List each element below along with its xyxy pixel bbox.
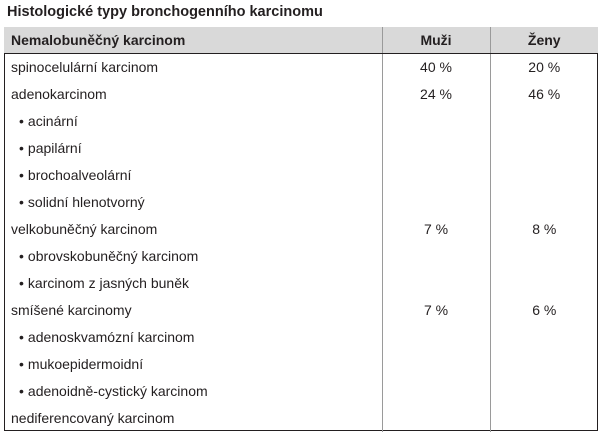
- row-name: velkobuněčný karcinom: [4, 216, 382, 243]
- row-men: [382, 108, 490, 135]
- table-row: [4, 81, 598, 108]
- table-row: [4, 243, 598, 270]
- row-men: [382, 270, 490, 297]
- row-men: [382, 243, 490, 270]
- row-men: [382, 135, 490, 162]
- row-name: solidní hlenotvorný: [27, 194, 145, 210]
- row-women: [490, 378, 598, 405]
- row-subtype: [4, 243, 382, 270]
- row-women: [490, 135, 598, 162]
- row-name: brochoalveolární: [27, 167, 132, 183]
- row-men: 7 %: [382, 297, 490, 324]
- table-row: [4, 270, 598, 297]
- bullet-marker: •: [19, 167, 24, 183]
- table-row: [4, 351, 598, 378]
- table-row: [4, 135, 598, 162]
- row-name: nediferencovaný karcinom: [4, 405, 382, 432]
- row-women: [490, 108, 598, 135]
- table-row: [4, 324, 598, 351]
- table-row: [4, 297, 598, 324]
- table-body: [4, 54, 598, 433]
- table-row: [4, 108, 598, 135]
- row-men: [382, 378, 490, 405]
- row-women: [490, 405, 598, 432]
- table-row: [4, 405, 598, 432]
- table-row: [4, 54, 598, 82]
- row-subtype: [4, 351, 382, 378]
- page-title: Histologické typy bronchogenního karcinomu: [7, 4, 323, 20]
- row-women: [490, 162, 598, 189]
- header-women: Ženy: [490, 27, 598, 54]
- table-row: [4, 189, 598, 216]
- row-name: spinocelulární karcinom: [4, 54, 382, 82]
- row-women: [490, 351, 598, 378]
- row-subtype: [4, 162, 382, 189]
- row-women: [490, 243, 598, 270]
- row-subtype: [4, 189, 382, 216]
- row-name: acinární: [27, 113, 78, 129]
- row-name: papilární: [27, 140, 82, 156]
- row-name: adenoskvamózní karcinom: [27, 329, 195, 345]
- table-row: [4, 378, 598, 405]
- row-women: 46 %: [528, 86, 561, 102]
- header-row: [4, 27, 598, 54]
- row-women: 6 %: [532, 302, 557, 318]
- row-men: 24 %: [382, 81, 490, 108]
- row-men: [382, 351, 490, 378]
- row-men: [382, 324, 490, 351]
- header-men: Muži: [382, 27, 490, 54]
- bullet-marker: •: [19, 356, 24, 372]
- row-men: 7 %: [382, 216, 490, 243]
- row-men: [382, 189, 490, 216]
- row-subtype: [4, 378, 382, 405]
- row-women: [490, 324, 598, 351]
- row-subtype: [4, 270, 382, 297]
- row-men: [382, 162, 490, 189]
- bullet-marker: •: [19, 275, 24, 291]
- row-subtype: [4, 108, 382, 135]
- row-women: [490, 189, 598, 216]
- row-name: adenoidně-cystický karcinom: [27, 383, 208, 399]
- row-subtype: [4, 324, 382, 351]
- row-name: smíšené karcinomy: [4, 297, 382, 324]
- row-name: obrovskobuněčný karcinom: [27, 248, 199, 264]
- row-women: [490, 270, 598, 297]
- table-row: [4, 216, 598, 243]
- table-header: [4, 27, 598, 54]
- header-name: Nemalobuněčný karcinom: [4, 27, 382, 54]
- table-row: [4, 162, 598, 189]
- bullet-marker: •: [19, 113, 24, 129]
- bullet-marker: •: [19, 329, 24, 345]
- histology-table: [4, 27, 598, 432]
- row-subtype: [4, 135, 382, 162]
- row-name: mukoepidermoidní: [27, 356, 144, 372]
- row-name: adenokarcinom: [4, 81, 382, 108]
- bullet-marker: •: [19, 383, 24, 399]
- row-men: [382, 405, 490, 432]
- row-women: 8 %: [532, 221, 557, 237]
- row-men: 40 %: [382, 54, 490, 82]
- row-name: karcinom z jasných buněk: [27, 275, 189, 291]
- bullet-marker: •: [19, 248, 24, 264]
- row-women: 20 %: [528, 59, 561, 75]
- bullet-marker: •: [19, 140, 24, 156]
- bullet-marker: •: [19, 194, 24, 210]
